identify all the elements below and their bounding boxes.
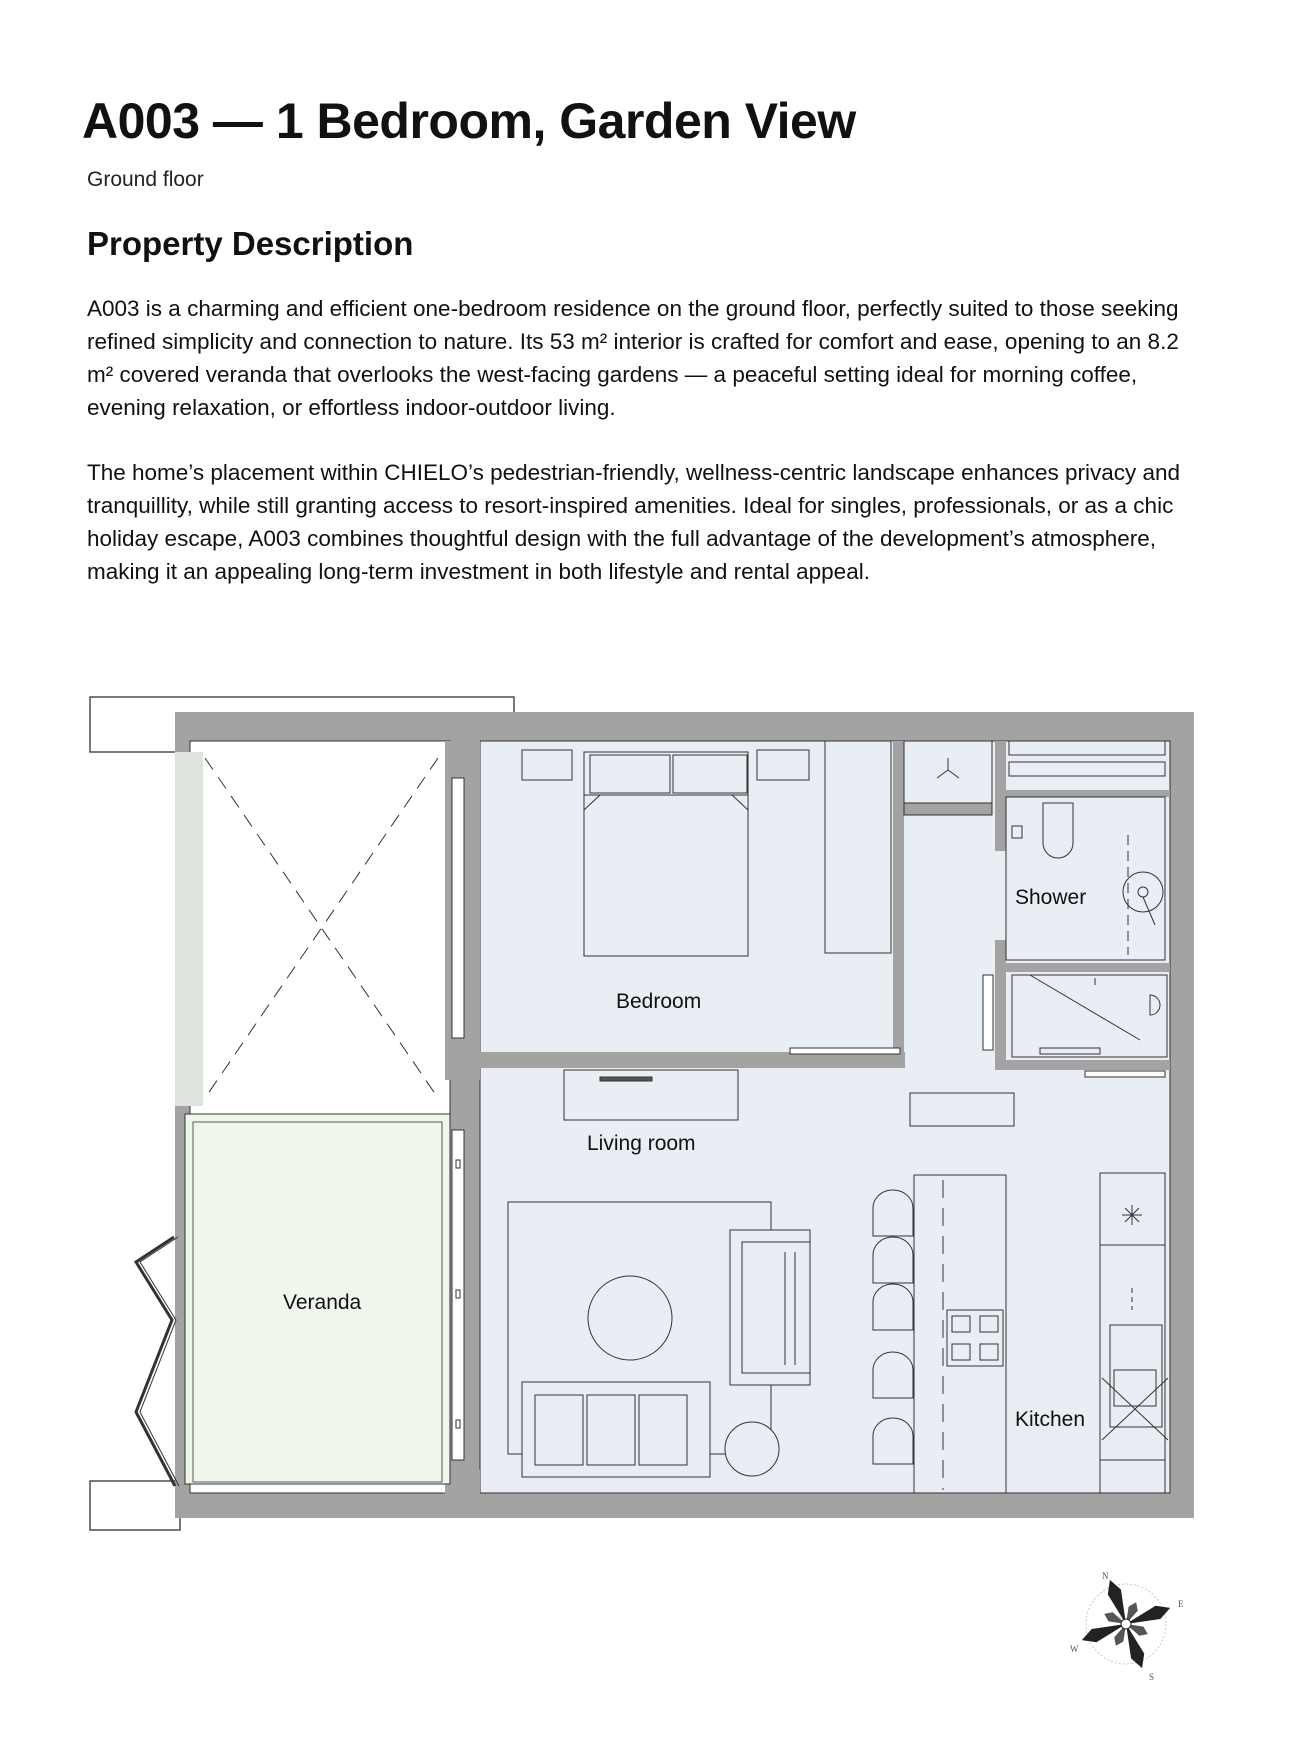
- kitchen-counter: [1100, 1173, 1168, 1493]
- room-label-living-room: Living room: [587, 1132, 696, 1155]
- room-label-kitchen: Kitchen: [1015, 1408, 1086, 1431]
- floor-label: Ground floor: [87, 168, 204, 191]
- room-label-shower: Shower: [1015, 886, 1087, 909]
- compass-rose: [1070, 1571, 1184, 1682]
- utility-cupboard: [904, 741, 992, 815]
- page-title: A003 — 1 Bedroom, Garden View: [82, 93, 856, 149]
- room-label-bedroom: Bedroom: [616, 990, 702, 1013]
- compass-west: W: [1070, 1644, 1079, 1654]
- compass-south: S: [1149, 1672, 1155, 1682]
- compass-north: N: [1102, 1571, 1109, 1581]
- compass-east: E: [1178, 1599, 1184, 1609]
- description-paragraph-2: The home’s placement within CHIELO’s pedestrian-friendly, wellness-centric landscape enhances privacy and tranquillity, while still granting access to resort-inspired amenities. Ideal for singles, professionals, or as a chic holiday escape, A003 combines thoughtful design with the full advantage of the development’s atmosphere, making it an appealing long-term investment in both lifestyle and rental appeal.: [87, 460, 1181, 584]
- description-paragraph-1: A003 is a charming and efficient one-bedroom residence on the ground floor, perfectly suited to those seeking refined simplicity and connection to nature. Its 53 m² interior is crafted for comfort and ease, opening to an 8.2 m² covered veranda that overlooks the west-facing gardens — a peaceful setting ideal for morning coffee, evening relaxation, or effortless indoor-outdoor living.: [87, 296, 1179, 420]
- room-label-veranda: Veranda: [283, 1291, 362, 1314]
- section-heading: Property Description: [87, 225, 414, 262]
- folding-door: [136, 1237, 175, 1486]
